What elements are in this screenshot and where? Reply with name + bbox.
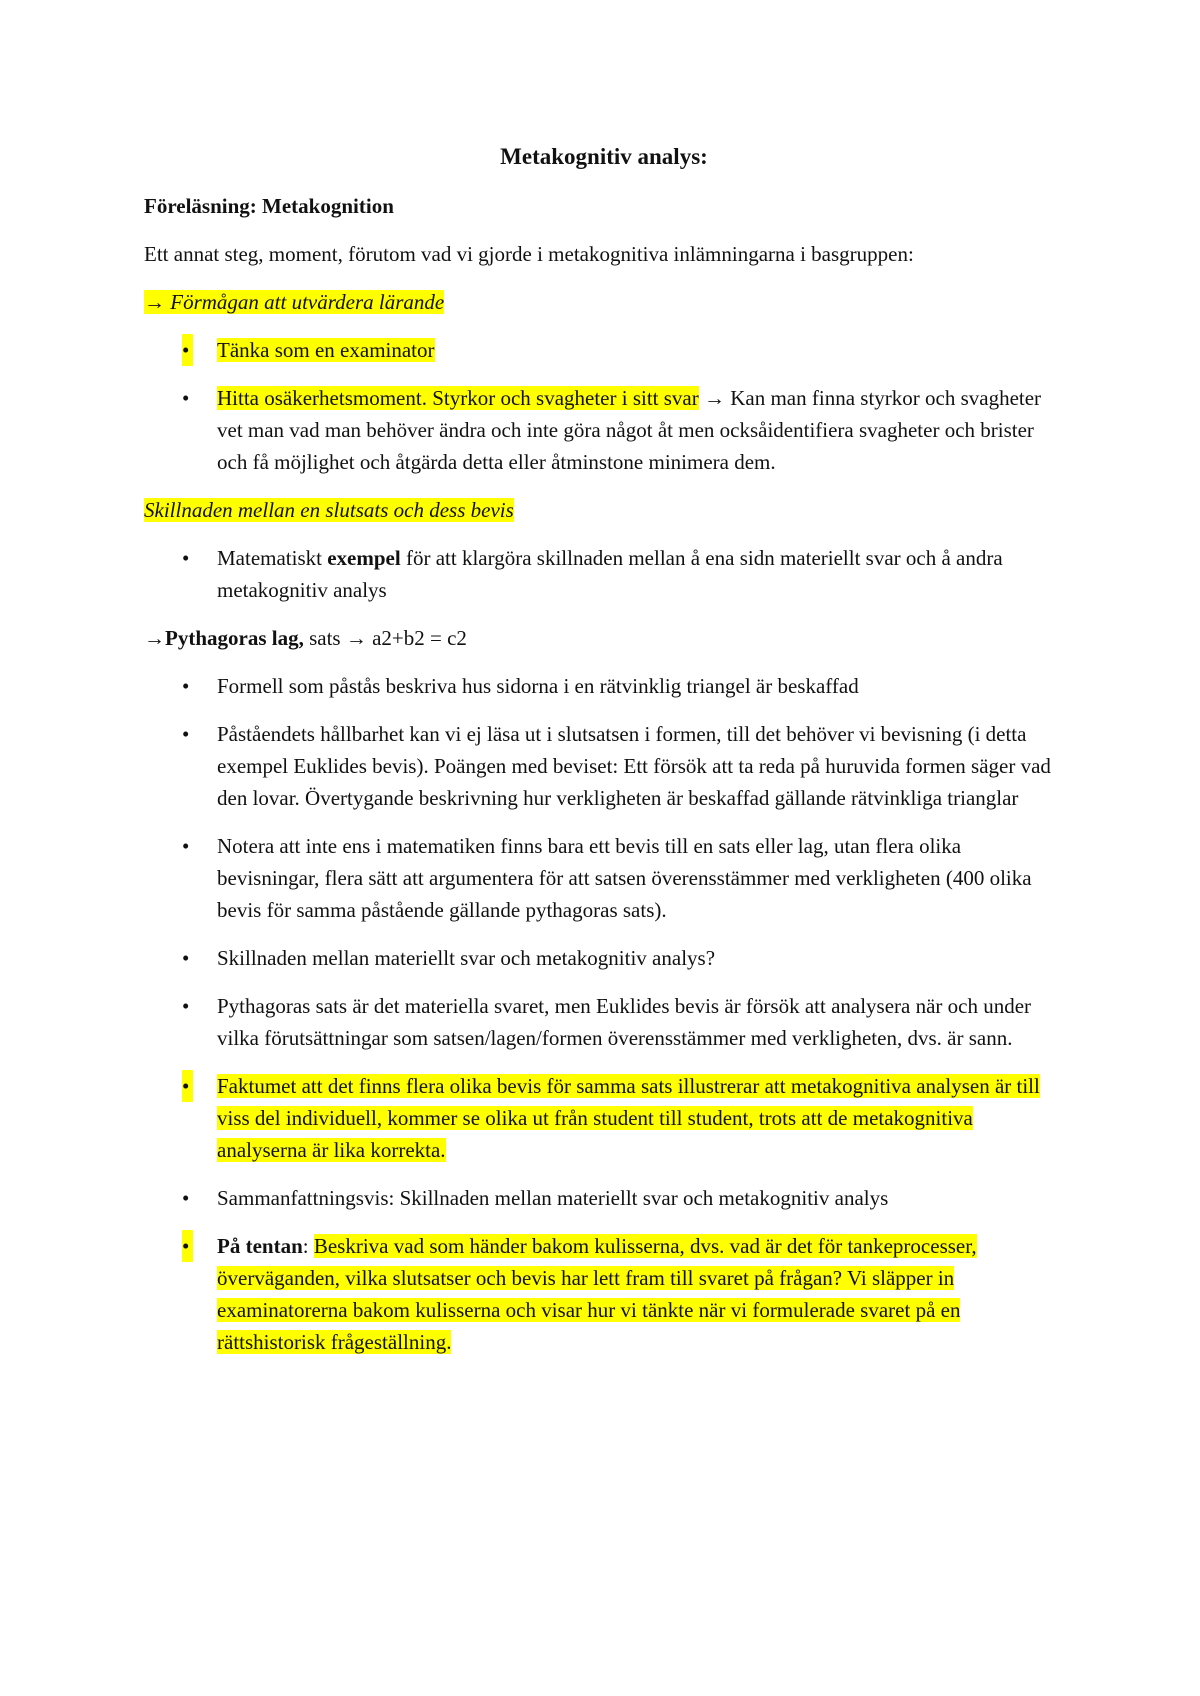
list-item-highlight: Faktumet att det finns flera olika bevis för samma sats illustrerar att metakognitiva analysen är till viss del individuell, kommer se olika ut från student till student, trots att de metakognitiva analyserna är lika korrekta. — [217, 1074, 1040, 1162]
lecture-heading: Föreläsning: Metakognition — [144, 194, 394, 218]
list-item — [144, 1070, 1064, 1166]
bullet-marker: • — [182, 1186, 190, 1210]
list-item-text: Sammanfattningsvis: Skillnaden mellan materiellt svar och metakognitiv analys — [217, 1186, 889, 1210]
list-item — [144, 1182, 1064, 1214]
list-item-text: Formell som påstås beskriva hus sidorna i en rätvinklig triangel är beskaffad — [217, 674, 859, 698]
bullet-marker: • — [182, 722, 190, 746]
list-item — [144, 542, 1064, 606]
document-title: Metakognitiv analys: — [500, 144, 708, 169]
list-item-bold: exempel — [327, 546, 401, 570]
section1-heading-text: → Förmågan att utvärdera lärande — [144, 290, 445, 314]
list-item — [144, 334, 1064, 366]
section3-list — [144, 670, 1064, 1358]
pythagoras-rest: sats → a2+b2 = c2 — [303, 626, 467, 650]
list-item — [144, 382, 1064, 478]
section2-list — [144, 542, 1064, 606]
exam-highlight: Beskriva vad som händer bakom kulisserna, dvs. vad är det för tankeprocesser, överväganden, vilka slutsatser och bevis har lett fram till svaret på frågan? Vi släpper in examinatorerna bakom kulisserna och visar hur vi tänkte när vi formulerade svaret på en rättshistorisk frågeställning. — [217, 1234, 977, 1354]
bullet-marker: • — [182, 1070, 193, 1102]
list-item-highlight: Hitta osäkerhetsmoment. Styrkor och svagheter i sitt svar — [217, 386, 699, 410]
bullet-marker: • — [182, 994, 190, 1018]
bullet-marker: • — [182, 834, 190, 858]
exam-colon: : — [302, 1234, 314, 1258]
arrow-glyph: → — [144, 626, 165, 650]
pythagoras-bold: Pythagoras lag, — [165, 626, 304, 650]
bullet-marker: • — [182, 546, 190, 570]
bullet-marker: • — [182, 946, 190, 970]
pythagoras-line — [144, 622, 1064, 654]
list-item — [144, 718, 1064, 814]
bullet-marker: • — [182, 1230, 193, 1262]
list-item — [144, 1230, 1064, 1358]
section1-heading — [144, 286, 1064, 318]
document-body — [144, 140, 1064, 1374]
list-item-text: Notera att inte ens i matematiken finns bara ett bevis till en sats eller lag, utan flera olika bevisningar, flera sätt att argumentera för att satsen överensstämmer med verkligheten (400 olika bevis för samma påstående gällande pythagoras sats). — [217, 834, 1032, 922]
bullet-marker: • — [182, 386, 190, 410]
list-item-text: Pythagoras sats är det materiella svaret, men Euklides bevis är försök att analysera när och under vilka förutsättningar som satsen/lagen/formen överensstämmer med verkligheten, dvs. är sann. — [217, 994, 1032, 1050]
list-item — [144, 990, 1064, 1054]
list-item — [144, 942, 1064, 974]
list-item-text: Påståendets hållbarhet kan vi ej läsa ut i slutsatsen i formen, till det behöver vi bevisning (i detta exempel Euklides bevis). Poängen med beviset: Ett försök att ta reda på huruvida formen säger vad den lovar. Övertygande beskrivning hur verkligheten är beskaffad gällande rätvinkliga trianglar — [217, 722, 1051, 810]
list-item-highlight: Tänka som en examinator — [217, 338, 435, 362]
list-item-text: för att klargöra skillnaden mellan å ena sidn materiellt svar och å andra metakognitiv analys — [217, 546, 1003, 602]
bullet-marker: • — [182, 334, 193, 366]
list-item — [144, 830, 1064, 926]
list-item-text: Matematiskt — [217, 546, 328, 570]
intro-paragraph: Ett annat steg, moment, förutom vad vi gjorde i metakognitiva inlämningarna i basgruppen: — [144, 242, 914, 266]
section2-heading-text: Skillnaden mellan en slutsats och dess bevis — [144, 498, 514, 522]
section2-heading — [144, 494, 1064, 526]
list-item-text: → Kan man finna styrkor och svagheter vet man vad man behöver ändra och inte göra något åt men ocksåidentifiera svagheter och brister och få möjlighet och åtgärda detta eller åtminstone minimera dem. — [217, 386, 1042, 474]
list-item-text: Skillnaden mellan materiellt svar och metakognitiv analys? — [217, 946, 716, 970]
exam-label: På tentan — [217, 1234, 303, 1258]
list-item — [144, 670, 1064, 702]
bullet-marker: • — [182, 674, 190, 698]
section1-list — [144, 334, 1064, 478]
